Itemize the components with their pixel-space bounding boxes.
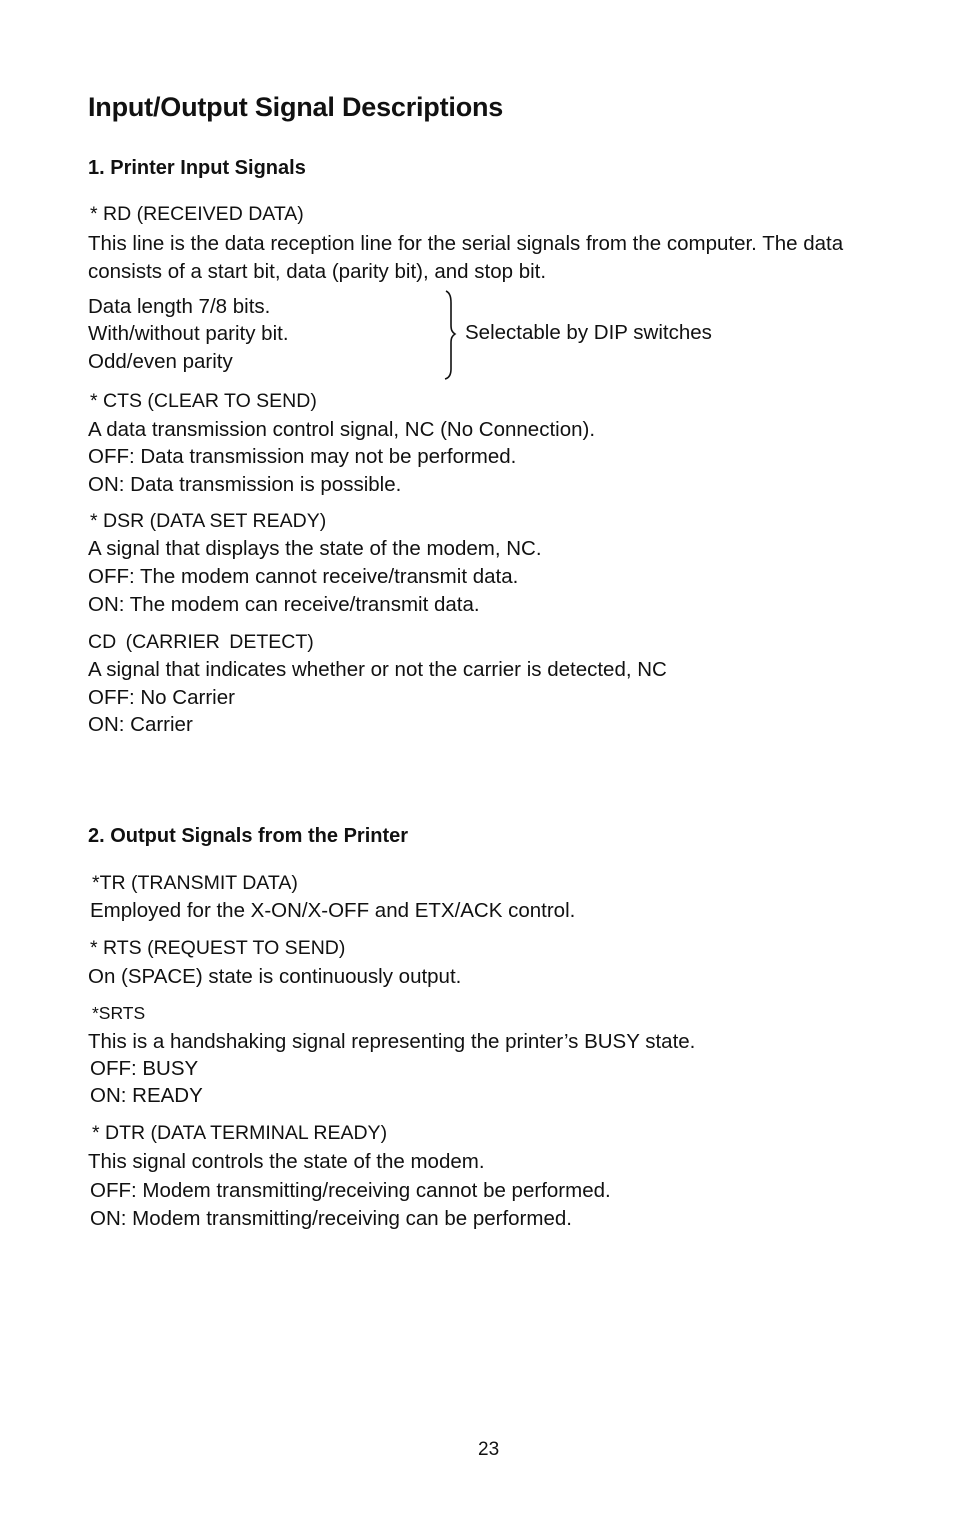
dsr-line-2: OFF: The modem cannot receive/transmit data. xyxy=(88,565,519,588)
cts-line-2: OFF: Data transmission may not be performed. xyxy=(88,445,517,468)
dsr-line-3: ON: The modem can receive/transmit data. xyxy=(88,593,480,616)
rd-option-parity-bit: With/without parity bit. xyxy=(88,322,289,345)
cd-line-1: A signal that indicates whether or not the carrier is detected, NC xyxy=(88,658,667,681)
section-1-heading: 1. Printer Input Signals xyxy=(88,157,306,179)
dtr-line-1: This signal controls the state of the modem. xyxy=(88,1150,485,1173)
tr-line-1: Employed for the X-ON/X-OFF and ETX/ACK control. xyxy=(90,899,576,922)
cts-signal-name: * CTS (CLEAR TO SEND) xyxy=(90,390,317,412)
page-title: Input/Output Signal Descriptions xyxy=(88,92,504,122)
rts-line-1: On (SPACE) state is continuously output. xyxy=(88,965,462,988)
dtr-line-2: OFF: Modem transmitting/receiving cannot be performed. xyxy=(90,1179,611,1202)
cts-line-1: A data transmission control signal, NC (No Connection). xyxy=(88,418,596,441)
srts-line-1: This is a handshaking signal representing the printer’s BUSY state. xyxy=(88,1030,696,1053)
srts-line-3: ON: READY xyxy=(90,1084,203,1107)
tr-signal-name: *TR (TRANSMIT DATA) xyxy=(92,872,298,894)
section-2-heading: 2. Output Signals from the Printer xyxy=(88,825,409,847)
dsr-line-1: A signal that displays the state of the modem, NC. xyxy=(88,537,542,560)
cd-line-2: OFF: No Carrier xyxy=(88,686,235,709)
srts-line-2: OFF: BUSY xyxy=(90,1057,199,1080)
rd-option-data-length: Data length 7/8 bits. xyxy=(88,295,271,318)
cd-signal-name: CD (CARRIER DETECT) xyxy=(88,631,314,653)
srts-signal-name: *SRTS xyxy=(92,1003,146,1023)
rd-description-line-1: This line is the data reception line for the serial signals from the computer. The data xyxy=(88,232,844,255)
right-brace-icon xyxy=(440,289,460,381)
rd-signal-name: * RD (RECEIVED DATA) xyxy=(90,203,304,225)
rd-brace-note: Selectable by DIP switches xyxy=(465,321,712,344)
dtr-signal-name: * DTR (DATA TERMINAL READY) xyxy=(92,1122,388,1144)
rts-signal-name: * RTS (REQUEST TO SEND) xyxy=(90,937,346,959)
cd-line-3: ON: Carrier xyxy=(88,713,193,736)
rd-option-odd-even: Odd/even parity xyxy=(88,350,233,373)
dsr-signal-name: * DSR (DATA SET READY) xyxy=(90,510,327,532)
page-number: 23 xyxy=(478,1439,500,1460)
dtr-line-3: ON: Modem transmitting/receiving can be performed. xyxy=(90,1207,572,1230)
cts-line-3: ON: Data transmission is possible. xyxy=(88,473,402,496)
rd-description-line-2: consists of a start bit, data (parity bit), and stop bit. xyxy=(88,260,547,283)
